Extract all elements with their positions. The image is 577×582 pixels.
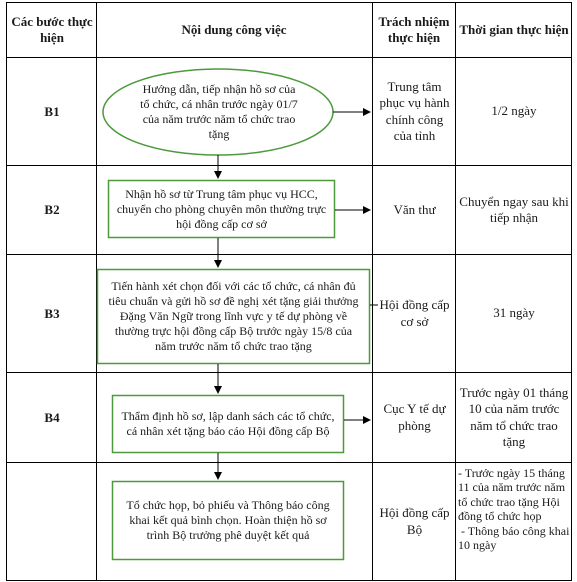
step1-content: Hướng dẫn, tiếp nhận hồ sơ của tổ chức, cá nhân trước ngày 01/7 của năm trước năm tổ chức trao tặng — [140, 82, 298, 141]
step-label-b1: B1 — [44, 103, 60, 119]
time-b2: Chuyển ngay sau khi tiếp nhận — [459, 193, 569, 225]
header-step: Các bước thực hiện — [11, 14, 93, 45]
responsibility-b4: Cục Y tế dự phòng — [383, 401, 446, 433]
step-label-b3: B3 — [44, 305, 60, 321]
step2-content: Nhận hồ sơ từ Trung tâm phục vụ HCC, chuyển cho phòng chuyên môn thường trực hội đồng cấp cơ sở — [116, 186, 327, 231]
step-label-b4: B4 — [44, 409, 60, 425]
responsibility-b3: Hội đồng cấp cơ sở — [379, 297, 450, 329]
time-b5-line2: - Thông báo công khai 10 ngày — [458, 523, 573, 552]
header-time: Thời gian thực hiện — [459, 22, 569, 38]
step-label-b2: B2 — [44, 202, 60, 217]
responsibility-b5: Hội đồng cấp Bộ — [379, 505, 450, 537]
step4-content: Thẩm định hồ sơ, lập danh sách các tổ chức, cá nhân xét tặng báo cáo Hội đồng cấp Bộ — [121, 409, 335, 438]
responsibility-b2: Văn thư — [393, 201, 436, 217]
responsibility-b1: Trung tâm phục vụ hành chính công của tỉnh — [379, 79, 450, 143]
time-b5-line1: - Trước ngày 15 tháng 11 của năm trước năm tổ chức trao tặng Hội đồng tổ chức họp — [458, 466, 566, 524]
header-content: Nội dung công việc — [181, 22, 287, 38]
time-b5 — [458, 466, 573, 578]
header-responsibility: Trách nhiệm thực hiện — [378, 14, 450, 45]
time-b1: 1/2 ngày — [491, 103, 537, 119]
step3-content: Tiến hành xét chọn đối với các tổ chức, cá nhân đủ tiêu chuẩn và gửi hồ sơ đề nghị xét tặng giải thưởng Đặng Văn Ngữ trong lĩnh vực y tế dự phòng về thường trực hội đồng cấp Bộ trước ngày 15/8 của năm trước năm tổ chức trao tặng — [108, 279, 359, 353]
step5-content: Tổ chức họp, bỏ phiếu và Thông báo công khai kết quả bình chọn. Hoàn thiện hồ sơ trình Bộ trưởng phê duyệt kết quả — [126, 498, 330, 542]
step-label-b5 — [8, 463, 96, 580]
time-b4: Trước ngày 01 tháng 10 của năm trước năm tổ chức trao tặng — [459, 385, 569, 449]
time-b3: 31 ngày — [493, 305, 535, 321]
